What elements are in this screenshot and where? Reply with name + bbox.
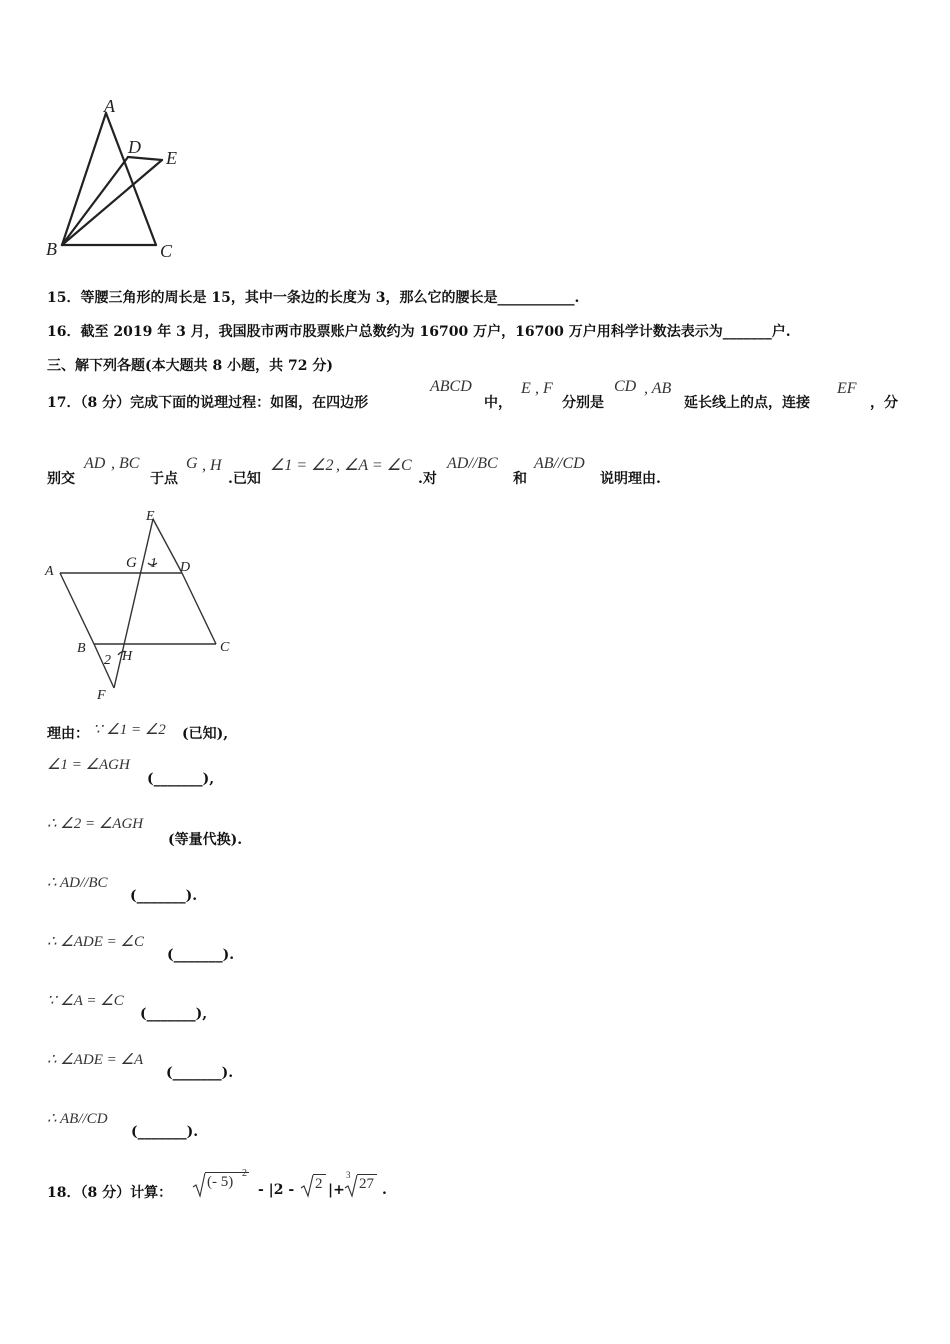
section-heading: 三、解下列各题(本大题共 8 小题，共 72 分) [47, 358, 333, 374]
label-e: E [146, 509, 155, 524]
step-7-note: (_______). [166, 1065, 234, 1081]
q17-text-11: 说明理由. [600, 471, 661, 487]
step-2-math: ∠1 = ∠AGH [47, 757, 130, 773]
q17-math-abcd: ABCD [430, 378, 472, 395]
q17-math-ad: AD [84, 455, 106, 472]
q18-op2: |+ [328, 1182, 345, 1198]
q17-math-f: , F [535, 380, 553, 397]
segment-dc [182, 573, 216, 644]
q18-end: . [382, 1182, 387, 1198]
label-a: A [104, 96, 115, 116]
segment-ab [60, 573, 94, 644]
question-16: 16．截至 2019 年 3 月，我国股市两市股票账户总数约为 16700 万户，16700 万户用科学计数法表示为_______户. [47, 324, 791, 340]
q17-text-3: 分别是 [562, 395, 604, 411]
q17-text-6: 别交 [47, 471, 75, 487]
step-5-note: (_______). [167, 947, 235, 963]
segment-de [128, 157, 162, 160]
label-b: B [77, 641, 86, 656]
label-c: C [160, 241, 173, 261]
step-8-note: (_______). [131, 1124, 199, 1140]
label-d: D [128, 137, 141, 157]
q17-math-ab: , AB [644, 380, 672, 397]
label-d: D [180, 560, 191, 575]
q18-op1: - |2 - [258, 1182, 295, 1198]
label-a: A [45, 564, 54, 579]
q17-text-4: 延长线上的点，连接 [684, 395, 810, 411]
label-e: E [166, 148, 177, 168]
segment-de [153, 519, 182, 573]
reason-lead: 理由： [47, 726, 89, 742]
label-f: F [97, 688, 106, 703]
q17-math-g: G [186, 455, 198, 472]
radicand-2: 2 [315, 1176, 323, 1192]
q17-text-2: 中， [484, 395, 512, 411]
q17-text-9: .对 [418, 471, 437, 487]
q17-text-5: ，分 [870, 395, 898, 411]
sqrt-bar-2 [313, 1174, 326, 1175]
step-5-math: ∴ ∠ADE = ∠C [47, 934, 144, 950]
step-6-math: ∵ ∠A = ∠C [47, 993, 124, 1009]
q17-text-1: 17．（8 分）完成下面的说理过程：如图，在四边形 [47, 395, 369, 411]
step-2-note: (_______), [147, 771, 215, 787]
q17-math-par2: AB//CD [534, 455, 585, 472]
q17-text-10: 和 [513, 471, 527, 487]
q17-text-7: 于点 [150, 471, 178, 487]
step-4-math: ∴ AD//BC [47, 875, 108, 891]
question-15: 15．等腰三角形的周长是 15，其中一条边的长度为 3，那么它的腰长是___________. [47, 290, 580, 306]
step-1-note: (已知), [182, 726, 229, 742]
q17-text-8: .已知 [228, 471, 261, 487]
q17-math-e: E [521, 380, 531, 397]
label-g: G [126, 555, 137, 571]
label-h: H [122, 649, 133, 664]
label-angle-2: 2 [104, 653, 111, 668]
sqrt-bar-3 [357, 1174, 377, 1175]
q18-prefix: 18．（8 分）计算： [47, 1185, 173, 1201]
exponent-2: 2 [242, 1168, 247, 1179]
sqrt-sign-3 [344, 1174, 358, 1198]
radicand-3: 27 [359, 1176, 374, 1192]
q17-math-h: , H [202, 457, 222, 474]
step-3-note: (等量代换). [168, 832, 243, 848]
step-7-math: ∴ ∠ADE = ∠A [47, 1052, 144, 1068]
q17-math-par1: AD//BC [447, 455, 498, 472]
q17-math-cd: CD [614, 378, 637, 395]
q17-math-cond2: , ∠A = ∠C [336, 457, 412, 474]
step-8-math: ∴ AB//CD [47, 1111, 108, 1127]
q17-math-cond1: ∠1 = ∠2 [270, 457, 334, 474]
segment-ac [106, 113, 156, 245]
label-angle-1: 1 [150, 556, 157, 571]
cube-index: 3 [346, 1170, 351, 1180]
sqrt-sign-2 [300, 1174, 314, 1198]
label-b: B [46, 239, 57, 259]
q17-math-bc: , BC [111, 455, 140, 472]
q17-math-ef: EF [837, 380, 857, 397]
label-c: C [220, 640, 230, 655]
segment-ef [114, 519, 153, 688]
segment-bd [62, 157, 128, 245]
step-3-math: ∴ ∠2 = ∠AGH [47, 816, 144, 832]
figure-parallelogram-efgh [40, 503, 240, 708]
sqrt-sign-1 [192, 1172, 206, 1198]
step-6-note: (_______), [140, 1006, 208, 1022]
step-4-note: (_______). [130, 888, 198, 904]
radicand-1: (- 5) [207, 1174, 234, 1190]
figure-triangle-abcde [40, 95, 200, 270]
step-1-math: ∵ ∠1 = ∠2 [93, 722, 166, 738]
